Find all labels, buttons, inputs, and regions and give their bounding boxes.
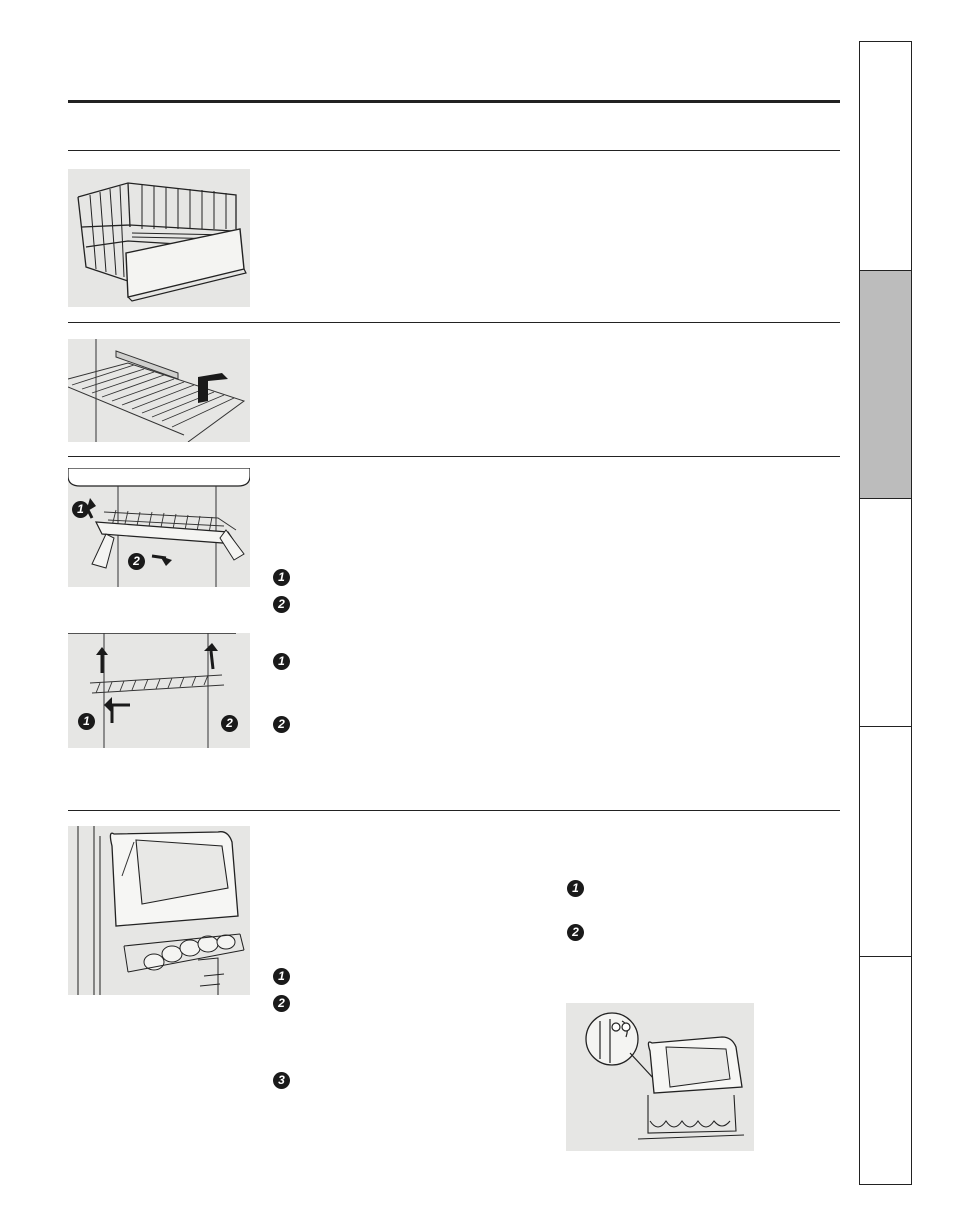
step-marker: 1 — [78, 713, 95, 730]
step-marker: 2 — [221, 715, 238, 732]
tab-2-active[interactable] — [860, 270, 911, 498]
section-divider — [68, 456, 840, 457]
section-tabs — [859, 41, 912, 1185]
step-marker: 2 — [128, 553, 145, 570]
step-marker: 3 — [273, 1072, 290, 1089]
step-marker: 1 — [273, 653, 290, 670]
basket-illustration — [68, 169, 250, 307]
bin-rack-illustration — [68, 826, 250, 995]
tab-5[interactable] — [860, 956, 911, 1183]
shelf-replace-illustration — [68, 633, 250, 748]
section-divider — [68, 810, 840, 811]
step-marker: 1 — [72, 501, 89, 518]
tab-1[interactable] — [860, 42, 911, 270]
section-divider — [68, 322, 840, 323]
step-marker: 1 — [567, 880, 584, 897]
shelf-removal-illustration — [68, 468, 250, 587]
header-rule-thick — [68, 100, 840, 103]
rack-attach-illustration — [566, 1003, 754, 1151]
tab-3[interactable] — [860, 498, 911, 726]
shelf-stop-illustration — [68, 339, 250, 442]
tab-4[interactable] — [860, 726, 911, 956]
step-marker: 2 — [567, 924, 584, 941]
step-marker: 2 — [273, 995, 290, 1012]
step-marker: 1 — [273, 968, 290, 985]
step-marker: 2 — [273, 716, 290, 733]
step-marker: 1 — [273, 569, 290, 586]
section-divider — [68, 150, 840, 151]
step-marker: 2 — [273, 596, 290, 613]
